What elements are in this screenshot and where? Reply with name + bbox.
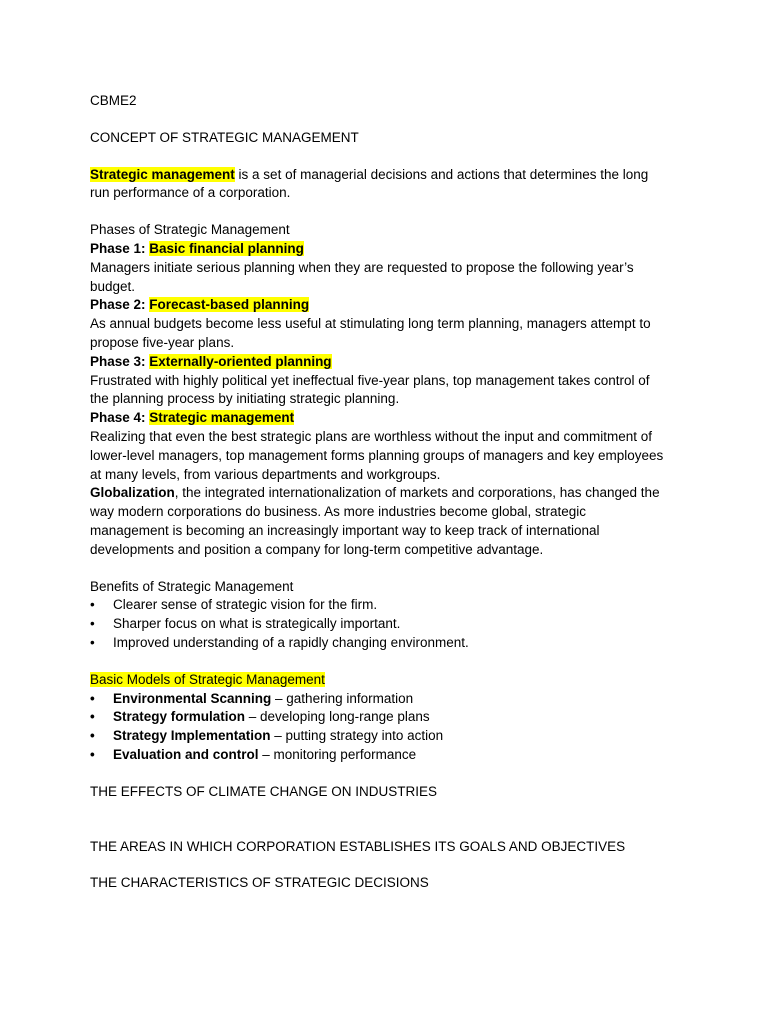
phase-name: Externally-oriented planning	[149, 353, 332, 369]
list-item	[90, 727, 684, 746]
model-term: Environmental Scanning	[113, 690, 272, 706]
phase-text: Frustrated with highly political yet ineffectual five-year plans, top management takes control of	[90, 372, 650, 388]
bullet-icon: •	[90, 746, 95, 762]
globalization-paragraph	[90, 484, 684, 503]
phases-heading: Phases of Strategic Management	[90, 222, 290, 238]
list-item	[90, 746, 684, 765]
section-heading-characteristics: THE CHARACTERISTICS OF STRATEGIC DECISIONS	[90, 875, 429, 891]
list-item-text: Clearer sense of strategic vision for the firm.	[113, 597, 378, 613]
benefits-heading: Benefits of Strategic Management	[90, 578, 294, 594]
phase-label: Phase 3:	[90, 353, 150, 369]
globalization-text-1: , the integrated internationalization of markets and corporations, has changed the	[174, 485, 660, 501]
section-heading-climate: THE EFFECTS OF CLIMATE CHANGE ON INDUSTRIES	[90, 783, 438, 799]
intro-text-1: is a set of managerial decisions and actions that determines the long	[234, 166, 649, 182]
models-heading	[90, 671, 684, 690]
bullet-icon: •	[90, 616, 95, 632]
bullet-icon: •	[90, 634, 95, 650]
bullet-icon: •	[90, 709, 95, 725]
globalization-text-3: management is becoming an increasingly important way to keep track of international	[90, 522, 600, 538]
phase-text: As annual budgets become less useful at stimulating long term planning, managers attempt to	[90, 316, 651, 332]
bullet-icon: •	[90, 597, 95, 613]
section-heading-goals: THE AREAS IN WHICH CORPORATION ESTABLISHES ITS GOALS AND OBJECTIVES	[90, 838, 626, 854]
model-term: Strategy formulation	[113, 709, 246, 725]
phase-text: lower-level managers, top management forms planning groups of managers and key employees	[90, 447, 664, 463]
model-desc: – gathering information	[271, 690, 414, 706]
list-item	[90, 690, 684, 709]
phase-text: Managers initiate serious planning when they are requested to propose the following year’s	[90, 259, 634, 275]
phase-name: Forecast-based planning	[149, 297, 310, 313]
phase-heading	[90, 409, 684, 428]
phase-heading	[90, 240, 684, 259]
list-item-text: Improved understanding of a rapidly changing environment.	[113, 634, 469, 650]
globalization-term: Globalization	[90, 485, 175, 501]
phase-name: Strategic management	[149, 410, 295, 426]
globalization-text-2: way modern corporations do business. As more industries become global, strategic	[90, 504, 586, 520]
phase-text: Realizing that even the best strategic plans are worthless without the input and commitment of	[90, 428, 653, 444]
intro-paragraph	[90, 166, 684, 185]
phase-text: budget.	[90, 278, 136, 294]
model-desc: – putting strategy into action	[270, 728, 444, 744]
course-code: CBME2	[90, 93, 137, 108]
models-heading-text: Basic Models of Strategic Management	[90, 671, 325, 687]
model-desc: – monitoring performance	[258, 746, 417, 762]
phase-name: Basic financial planning	[149, 240, 304, 256]
list-item	[90, 634, 684, 653]
phase-label: Phase 2:	[90, 297, 150, 313]
model-term: Strategy Implementation	[113, 728, 271, 744]
intro-text-2: run performance of a corporation.	[90, 185, 291, 201]
phase-text: the planning process by initiating strategic planning.	[90, 391, 400, 407]
phase-label: Phase 4:	[90, 410, 150, 426]
list-item-text: Sharper focus on what is strategically important.	[113, 616, 401, 632]
models-list	[90, 690, 684, 765]
phase-label: Phase 1:	[90, 240, 150, 256]
bullet-icon: •	[90, 728, 95, 744]
list-item	[90, 708, 684, 727]
benefits-list	[90, 596, 684, 652]
model-term: Evaluation and control	[113, 746, 259, 762]
phase-heading	[90, 353, 684, 372]
model-desc: – developing long-range plans	[245, 709, 430, 725]
bullet-icon: •	[90, 690, 95, 706]
phase-text: propose five-year plans.	[90, 334, 235, 350]
phase-text: at many levels, from various departments and workgroups.	[90, 466, 441, 482]
globalization-text-4: developments and position a company for long-term competitive advantage.	[90, 541, 544, 557]
list-item	[90, 596, 684, 615]
list-item	[90, 615, 684, 634]
document-title: CONCEPT OF STRATEGIC MANAGEMENT	[90, 129, 359, 145]
intro-term: Strategic management	[90, 166, 235, 182]
phase-heading	[90, 296, 684, 315]
